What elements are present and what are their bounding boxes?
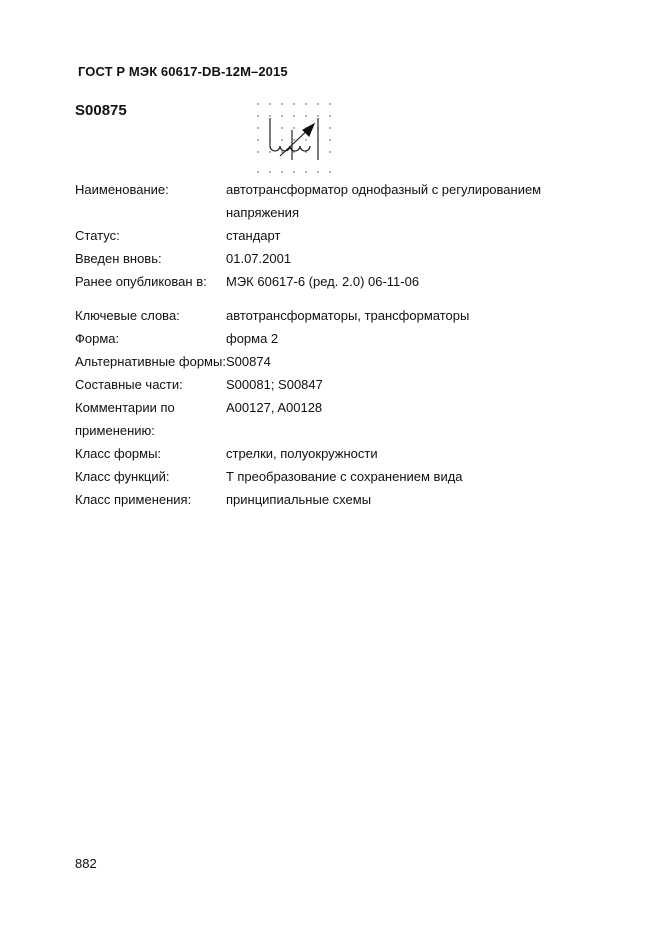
document-header: ГОСТ Р МЭК 60617-DB-12M–2015 <box>78 64 288 79</box>
variable-autotransformer-symbol-icon <box>252 100 332 176</box>
field-row-application-notes <box>75 396 595 442</box>
field-value: 01.07.2001 <box>226 251 292 266</box>
field-row-previously-published <box>75 270 595 293</box>
field-row-name <box>75 178 595 224</box>
field-row-components <box>75 373 595 396</box>
field-row-status <box>75 224 595 247</box>
field-label: Статус: <box>75 228 120 243</box>
field-label: Введен вновь: <box>75 251 162 266</box>
symbol-code: S00875 <box>75 102 127 119</box>
regulation-arrow <box>280 124 314 156</box>
field-row-form <box>75 327 595 350</box>
field-label: Наименование: <box>75 182 169 197</box>
field-row-function-class <box>75 465 595 488</box>
field-value: стандарт <box>226 228 281 243</box>
field-row-application-class <box>75 488 595 511</box>
field-label: Форма: <box>75 331 120 346</box>
page-number: 882 <box>75 856 97 871</box>
symbol-fields <box>75 178 595 511</box>
field-label: Комментарии по применению: <box>75 400 175 438</box>
field-label: Альтернативные формы: <box>75 354 226 369</box>
field-label: Класс применения: <box>75 492 192 507</box>
field-value: S00081; S00847 <box>226 377 323 392</box>
field-row-keywords <box>75 304 595 327</box>
field-label: Класс функций: <box>75 469 170 484</box>
field-value: автотрансформаторы, трансформаторы <box>226 308 470 323</box>
field-label: Составные части: <box>75 377 183 392</box>
field-value: A00127, A00128 <box>226 400 323 415</box>
grid-dots <box>257 103 330 172</box>
field-row-alternative-forms <box>75 350 595 373</box>
winding <box>270 118 318 160</box>
field-value: стрелки, полуокружности <box>226 446 378 461</box>
field-value: форма 2 <box>226 331 279 346</box>
field-label: Ранее опубликован в: <box>75 274 207 289</box>
field-row-shape-class <box>75 442 595 465</box>
field-row-introduced <box>75 247 595 270</box>
field-value: T преобразование с сохранением вида <box>226 469 463 484</box>
field-value: автотрансформатор однофазный с регулированием напряжения <box>226 182 542 220</box>
field-value: S00874 <box>226 354 271 369</box>
field-value: МЭК 60617-6 (ред. 2.0) 06-11-06 <box>226 274 420 289</box>
field-label: Класс формы: <box>75 446 162 461</box>
field-value: принципиальные схемы <box>226 492 372 507</box>
field-label: Ключевые слова: <box>75 308 180 323</box>
